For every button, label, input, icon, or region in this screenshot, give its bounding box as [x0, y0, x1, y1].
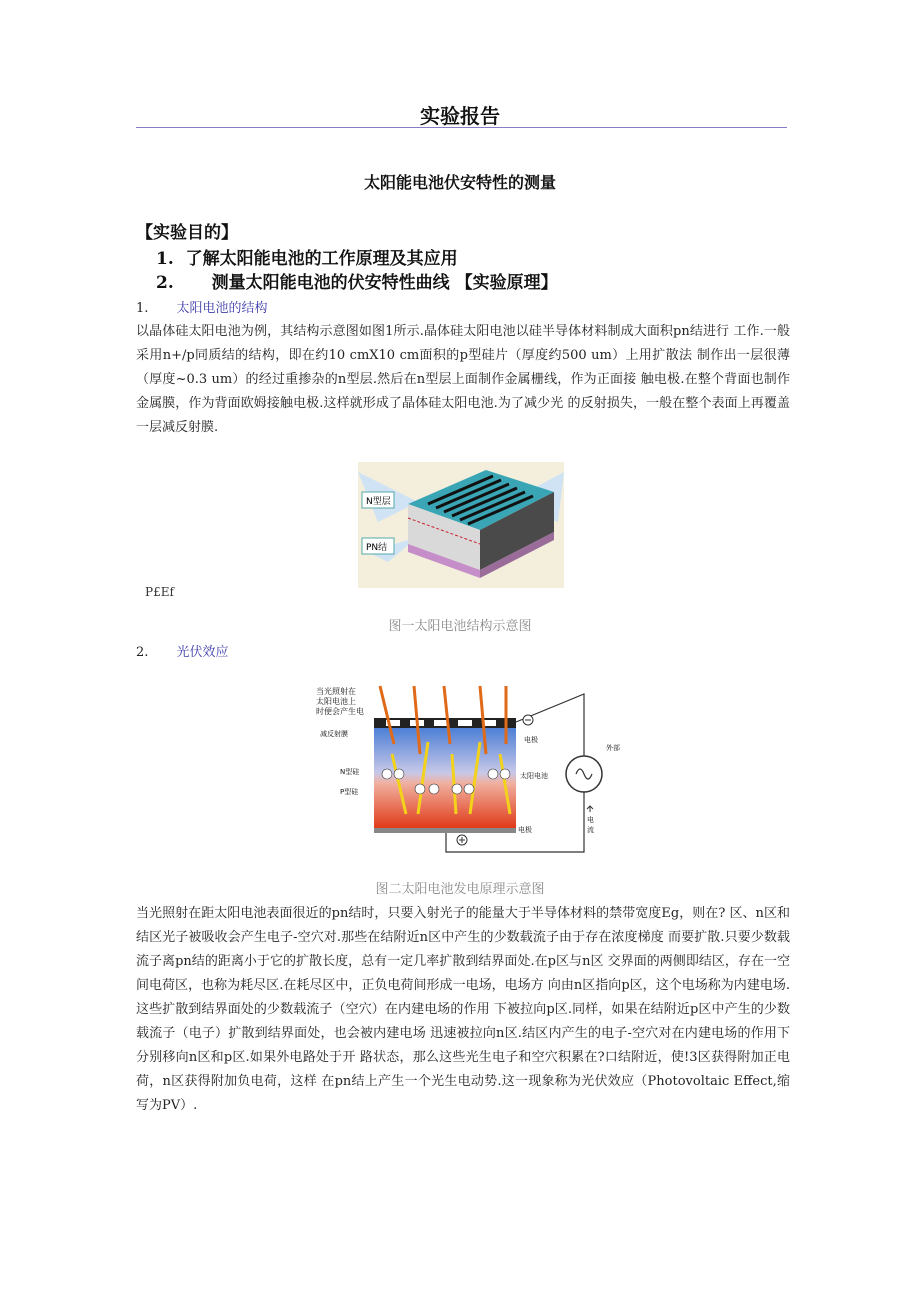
photovoltaic-principle-figure [310, 684, 640, 860]
purpose-item-number: 2. [156, 273, 174, 293]
section-2-heading [136, 641, 229, 660]
light-label-line-2: 太阳电池上 [316, 697, 356, 706]
bottom-electrode [374, 828, 516, 833]
photovoltaic-paragraph: 当光照射在距太阳电池表面很近的pn结时，只要入射光子的能量大于半导体材料的禁带宽度Eg，则在? 区、n区和结区光子被吸收会产生电子-空穴对.那些在结附近n区中产生的少数载流子由于存在浓度梯度 而要扩散.只要少数载流子离pn结的距离小于它的扩散长度，总有一定几率扩散到结界面处.在p区与n区 交界面的两侧即结区，存在一空间电荷区，也称为耗尽区.在耗尽区中，正负电荷间形成一电场，电场方 向由n区指向p区，这个电场称为内建电场.这些扩散到结界面处的少数载流子（空穴）在内建电场的作用 下被拉向p区.同样，如果在结附近p区中产生的少数载流子（电子）扩散到结界面处，也会被内建电场 迅速被拉向n区.结区内产生的电子-空穴对在内建电场的作用下分别移向n区和p区.如果外电路处于开 路状态，那么这些光生电子和空穴积累在?口结附近，使!3区获得附加正电荷，n区获得附加负电荷，这样 在pn结上产生一个光生电动势.这一现象称为光伏效应（Photovoltaic Effect,缩写为PV）. [136, 906, 790, 1113]
figure-1-stray-label: P£Ef [145, 585, 174, 599]
n-layer-label: N型层 [366, 497, 391, 507]
light-label-line-3: 时便会产生电 [316, 707, 364, 716]
pn-junction-label: PN结 [366, 543, 388, 553]
figure-1-caption: 图一太阳电池结构示意图 [388, 619, 532, 634]
section-1-heading [136, 297, 268, 316]
page-title: 实验报告 [420, 104, 500, 128]
purpose-item-number: 1. [156, 249, 174, 269]
report-subtitle: 太阳能电池伏安特性的测量 [363, 173, 556, 192]
section-number: 2. [136, 645, 149, 660]
purpose-item-text: 测量太阳能电池的伏安特性曲线 【实验原理】 [211, 273, 558, 293]
bottom-electrode-label: 电极 [518, 826, 532, 834]
figure-2-caption: 图二太阳电池发电原理示意图 [375, 882, 545, 897]
section-label: 太阳电池的结构 [176, 301, 268, 316]
purpose-item-2 [156, 268, 558, 293]
structure-paragraph: 以晶体硅太阳电池为例，其结构示意图如图1所示.晶体硅太阳电池以硅半导体材料制成大面积pn结进行 工作.一般采用n+/p同质结的结构，即在约10 cmX10 cm面积的p型硅片（厚度约500 um）上用扩散法 制作出一层很薄（厚度~0.3 um）的经过重掺杂的n型层.然后在n型层上面制作金属栅线，作为正面接 触电极.在整个背面也制作金属膜，作为背面欧姆接触电极.这样就形成了晶体硅太阳电池.为了减少光 的反射损失，一般在整个表面上再覆盖一层减反射膜. [136, 324, 790, 435]
solar-cell-label: 太阳电池 [520, 772, 548, 780]
external-load-label: 外部 [606, 744, 620, 752]
anti-reflection-label: 减反射膜 [320, 730, 348, 738]
p-silicon-label: P型硅 [340, 788, 359, 796]
purpose-heading: 【实验目的】 [136, 223, 238, 243]
purpose-item-1 [156, 244, 458, 269]
current-label-1: 电 [587, 816, 594, 824]
section-number: 1. [136, 301, 149, 316]
title-divider [136, 127, 787, 128]
current-arrow-icon [587, 806, 593, 812]
light-label-line-1: 当光照射在 [316, 687, 356, 696]
solar-cell-structure-figure [358, 462, 564, 588]
section-label: 光伏效应 [176, 645, 229, 660]
top-electrode-label: 电极 [524, 736, 538, 744]
n-silicon-label: N型硅 [340, 768, 360, 776]
current-label-2: 流 [587, 826, 594, 834]
purpose-item-text: 了解太阳能电池的工作原理及其应用 [185, 249, 458, 269]
